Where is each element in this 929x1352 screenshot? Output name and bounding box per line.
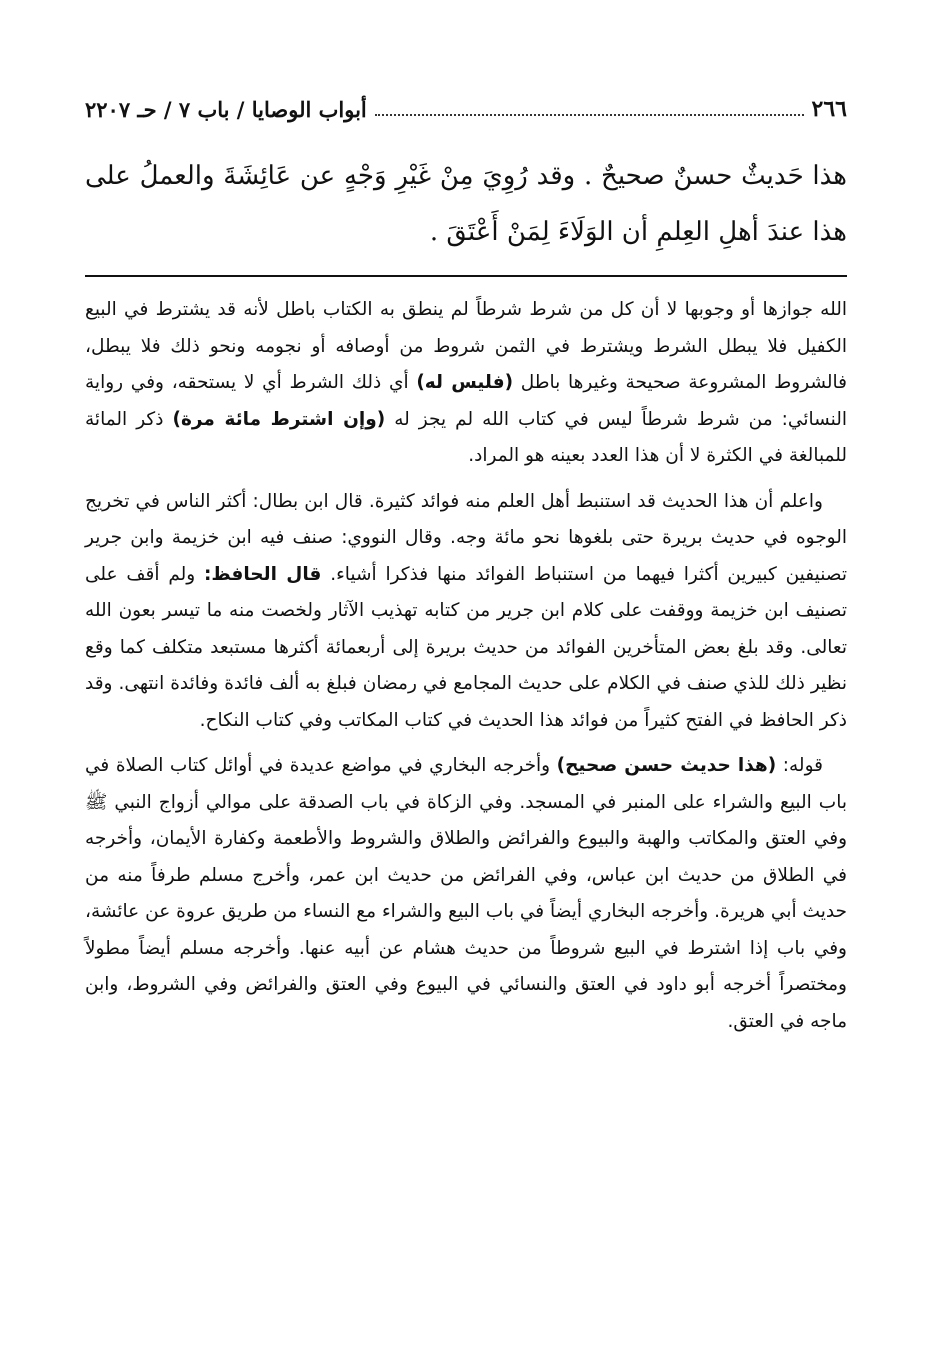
commentary-text: ذكر المائة للمبالغة في الكثرة لا أن هذا العدد بعينه هو المراد. bbox=[85, 408, 847, 466]
commentary-text: وأخرجه البخاري في مواضع عديدة في أوائل كتاب الصلاة في باب البيع والشراء على المنبر في المسجد. وفي الزكاة في باب الصدقة على موالي أزواج النبي ﷺ وفي العتق والمكاتب والهبة والبيوع والفرائض والطلاق والشروط والأطعمة وكفارة الأيمان، وأخرجه في الطلاق من حديث ابن عباس، وفي الفرائض من حديث ابن عمر، وأخرج مسلم طرفاً منه من حديث أبي هريرة. وأخرجه البخاري أيضاً في باب البيع والشراء مع النساء من طريق عروة عن عائشة، وفي باب إذا اشترط في البيع شروطاً من حديث هشام عن أبيه عنها. وأخرجه مسلم أيضاً مطولاً ومختصراً أخرجه أبو داود في العتق والنسائي في البيوع وفي العتق والفرائض وفي الشروط، وابن ماجه في العتق. bbox=[85, 755, 847, 1032]
commentary-text: ولم أقف على تصنيف ابن خزيمة ووقفت على كلام ابن جرير من كتابه تهذيب الآثار ولخصت منه ما تيسر بعون الله تعالى. وقد بلغ بعض المتأخرين الفوائد من حديث بريرة إلى أربعمائة أكثرها مستبعد متكلف كما وقع نظير ذلك للذي صنف في الكلام على حديث المجامع في رمضان فبلغ به ألف فائدة وفائدة انتهى. وقد ذكر الحافظ في الفتح كثيراً من فوائد هذا الحديث في كتاب المكاتب وفي كتاب النكاح. bbox=[85, 563, 847, 731]
running-title: أبواب الوصايا / باب ٧ / حـ ٢٢٠٧ bbox=[85, 96, 367, 122]
footnote-divider bbox=[85, 275, 847, 277]
commentary-bold-quote: (وإن اشترط مائة مرة) bbox=[172, 408, 386, 430]
hadith-text-block bbox=[85, 148, 847, 260]
page-header bbox=[85, 92, 847, 126]
commentary-text: الله جوازها أو وجوبها لا أن كل من شرط شرطاً لم ينطق به الكتاب باطل لأنه قد يشترط في البيع الكفيل فلا يبطل الشرط ويشترط في الثمن شروط من أوصافه أو نجومه ونحو ذلك فلا يبطل، فالشروط المشروعة صحيحة وغيرها باطل bbox=[85, 299, 848, 393]
page-number: ٢٦٦ bbox=[811, 96, 847, 122]
commentary-text: قوله: bbox=[782, 755, 823, 776]
commentary-paragraph-3 bbox=[85, 748, 847, 1040]
commentary-text: أي ذلك الشرط أي لا يستحقه، وفي رواية النسائي: من شرط شرطاً ليس في كتاب الله لم يجز له bbox=[85, 372, 847, 430]
commentary-bold-quote: (هذا حديث حسن صحيح) bbox=[556, 755, 777, 776]
commentary-paragraph-2 bbox=[85, 484, 847, 740]
hadith-text: هذا حَديثٌ حسنٌ صحيحٌ . وقد رُوِيَ مِنْ غَيْرِ وَجْهٍ عن عَائِشَةَ والعملُ على هذا عندَ أهلِ العِلمِ أن الوَلَاءَ لِمَنْ أَعْتَقَ . bbox=[85, 161, 847, 247]
commentary-block bbox=[85, 292, 847, 1049]
leader-dots bbox=[375, 114, 804, 116]
commentary-text: واعلم أن هذا الحديث قد استنبط أهل العلم منه فوائد كثيرة. قال ابن بطال: أكثر الناس في تخريج الوجوه في حديث بريرة حتى بلغوها نحو مائة وجه. وقال النووي: صنف فيه ابن خزيمة وابن جرير تصنيفين كبيرين أكثرا فيهما من استنباط الفوائد منها فذكرا أشياء. bbox=[85, 490, 847, 585]
commentary-paragraph-1 bbox=[85, 292, 847, 475]
commentary-bold-quote: (فليس له) bbox=[416, 372, 514, 393]
commentary-bold-quote: قال الحافظ: bbox=[204, 563, 322, 585]
